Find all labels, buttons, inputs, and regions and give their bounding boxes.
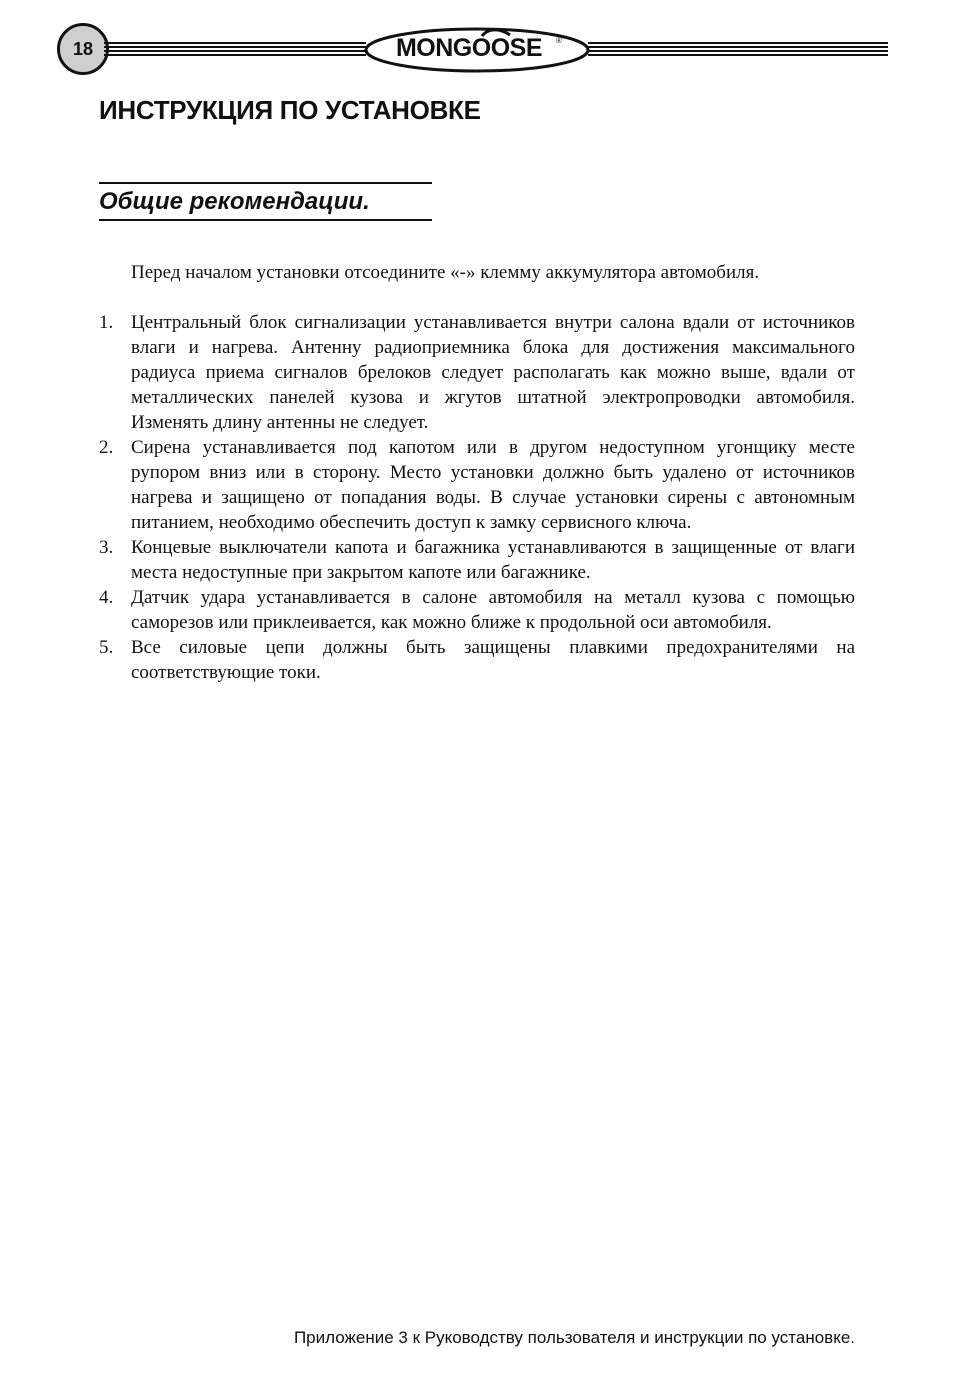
section-heading	[99, 182, 432, 221]
brand-logo	[364, 26, 590, 74]
list-item	[99, 585, 855, 635]
logo-text: MONGOOSE	[395, 34, 542, 62]
page-title: ИНСТРУКЦИЯ ПО УСТАНОВКЕ	[99, 95, 481, 125]
list-item-text: Все силовые цепи должны быть защищены плавкими предохранителями на соответствующие токи.	[131, 637, 855, 683]
registered-mark: ®	[556, 36, 562, 45]
list-item-number: 2.	[99, 437, 114, 458]
page-footer: Приложение 3 к Руководству пользователя и инструкции по установке.	[293, 1328, 855, 1347]
list-item	[99, 435, 855, 535]
list-item-number: 1.	[99, 312, 114, 333]
page-number: 18	[72, 38, 94, 59]
list-item-number: 3.	[99, 537, 114, 558]
list-item	[99, 635, 855, 685]
page-header	[0, 0, 954, 100]
page-number-badge	[57, 23, 109, 75]
list-item-text: Сирена устанавливается под капотом или в другом недоступном угонщику месте рупором вниз или в сторону. Место установки должно быть удалено от источников нагрева и защищено от попадания воды. В случае установки сирены с автономным питанием, необходимо обеспечить доступ к замку сервисного ключа.	[131, 437, 855, 533]
header-rule-left	[104, 42, 366, 56]
section-title: Общие рекомендации.	[99, 188, 370, 215]
list-item-text: Центральный блок сигнализации устанавливается внутри салона вдали от источников влаги и нагрева. Антенну радиоприемника блока для достижения максимального радиуса приема сигналов брелоков следует располагать как можно выше, вдали от металлических панелей кузова и жгутов штатной электропроводки автомобиля. Изменять длину антенны не следует.	[131, 312, 855, 433]
list-item	[99, 310, 855, 435]
intro-paragraph: Перед началом установки отсоедините «-» клемму аккумулятора автомобиля.	[131, 262, 760, 283]
list-item-text: Концевые выключатели капота и багажника устанавливаются в защищенные от влаги места недоступные при закрытом капоте или багажнике.	[131, 537, 855, 583]
list-item-number: 4.	[99, 587, 114, 608]
header-rule-right	[588, 42, 888, 56]
list-item-text: Датчик удара устанавливается в салоне автомобиля на металл кузова с помощью саморезов или приклеивается, как можно ближе к продольной оси автомобиля.	[131, 587, 855, 633]
list-item	[99, 535, 855, 585]
recommendations-list	[99, 310, 855, 685]
list-item-number: 5.	[99, 637, 114, 658]
